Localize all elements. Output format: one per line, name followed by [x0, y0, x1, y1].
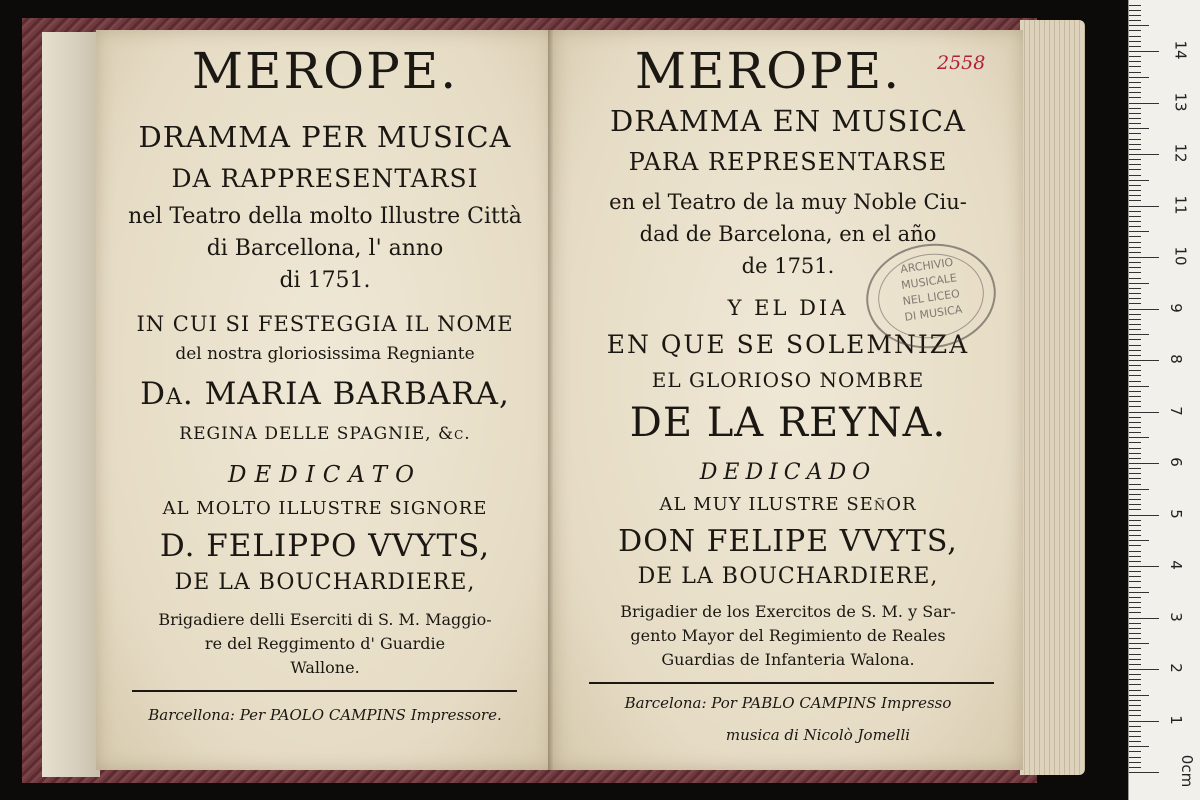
ruler-mm-tick	[1129, 700, 1141, 701]
right-line-11: AL MUY ILUSTRE SEñOR	[659, 494, 917, 515]
ruler-mm-tick	[1129, 654, 1141, 655]
ruler-cm-tick	[1129, 669, 1159, 670]
ruler-mm-tick	[1129, 453, 1141, 454]
ruler-mm-tick	[1129, 427, 1141, 428]
ruler-cm-tick	[1129, 257, 1159, 258]
ruler-mm-tick	[1129, 61, 1141, 62]
stamp-line-3: NEL LICEO	[901, 287, 961, 308]
ruler-cm-tick	[1129, 772, 1159, 773]
ruler-mm-tick	[1129, 741, 1141, 742]
left-line-6: IN CUI SI FESTEGGIA IL NOME	[136, 312, 514, 336]
right-line-14: Brigadier de los Exercitos de S. M. y Sar-	[620, 602, 956, 621]
ruler-label: 14	[1171, 40, 1190, 60]
left-rule	[132, 690, 517, 692]
ruler-mm-tick	[1129, 329, 1141, 330]
right-line-10: DEDICADO	[699, 460, 877, 485]
ruler-mm-tick	[1129, 267, 1141, 268]
left-line-15: re del Reggimento d' Guardie	[204, 634, 446, 653]
ruler-mm-tick	[1129, 195, 1141, 196]
left-line-13: DE LA BOUCHARDIERE,	[174, 570, 476, 595]
ruler-mm-tick	[1129, 690, 1141, 691]
ruler-mm-tick	[1129, 36, 1141, 37]
ruler-mm-tick	[1129, 684, 1141, 685]
ruler-mm-tick	[1129, 592, 1149, 593]
ruler-mm-tick	[1129, 56, 1141, 57]
measurement-ruler	[1128, 0, 1200, 800]
ruler-mm-tick	[1129, 82, 1141, 83]
ruler-mm-tick	[1129, 221, 1141, 222]
ruler-mm-tick	[1129, 128, 1149, 129]
ruler-cm-tick	[1129, 206, 1159, 207]
ruler-mm-tick	[1129, 478, 1141, 479]
stamp-line-2: MUSICALE	[900, 271, 958, 292]
ruler-label: 7	[1166, 405, 1185, 416]
ruler-mm-tick	[1129, 705, 1141, 706]
left-line-11: AL MOLTO ILLUSTRE SIGNORE	[162, 498, 488, 519]
left-line-14: Brigadiere delli Eserciti di S. M. Maggio-	[158, 610, 492, 629]
left-line-2: DA RAPPRESENTARSI	[171, 164, 479, 193]
ruler-mm-tick	[1129, 339, 1141, 340]
ruler-mm-tick	[1129, 643, 1149, 644]
left-line-3: nel Teatro della molto Illustre Città	[128, 204, 522, 229]
ruler-mm-tick	[1129, 648, 1141, 649]
ruler-mm-tick	[1129, 726, 1141, 727]
ruler-mm-tick	[1129, 432, 1141, 433]
right-line-5: de 1751.	[741, 254, 835, 278]
ruler-mm-tick	[1129, 262, 1141, 263]
ruler-cm-tick	[1129, 51, 1159, 52]
ruler-mm-tick	[1129, 236, 1141, 237]
left-line-16: Wallone.	[290, 658, 360, 677]
ruler-label: 0cm	[1178, 754, 1197, 788]
ruler-mm-tick	[1129, 298, 1141, 299]
ruler-cm-tick	[1129, 103, 1159, 104]
ruler-mm-tick	[1129, 468, 1141, 469]
ruler-mm-tick	[1129, 365, 1141, 366]
ruler-mm-tick	[1129, 77, 1149, 78]
ruler-cm-tick	[1129, 721, 1159, 722]
ruler-mm-tick	[1129, 288, 1141, 289]
ruler-mm-tick	[1129, 185, 1141, 186]
shelfmark: 2558	[937, 52, 986, 74]
ruler-mm-tick	[1129, 345, 1141, 346]
ruler-mm-tick	[1129, 504, 1141, 505]
ruler-mm-tick	[1129, 587, 1141, 588]
left-line-4: di Barcellona, l' anno	[206, 236, 444, 261]
ruler-mm-tick	[1129, 216, 1141, 217]
left-imprint: Barcellona: Per PAOLO CAMPINS Impressore.	[148, 706, 502, 724]
right-line-13: DE LA BOUCHARDIERE,	[637, 564, 939, 589]
ruler-cm-tick	[1129, 515, 1159, 516]
left-line-9: REGINA DELLE SPAGNIE, &c.	[179, 424, 471, 444]
ruler-label: 9	[1166, 302, 1185, 313]
ruler-label: 6	[1166, 457, 1185, 467]
left-line-10: DEDICATO	[228, 462, 422, 488]
ruler-mm-tick	[1129, 231, 1149, 232]
ruler-label: 4	[1166, 560, 1185, 570]
ruler-mm-tick	[1129, 242, 1141, 243]
right-title: MEROPE.	[634, 42, 902, 100]
ruler-mm-tick	[1129, 381, 1141, 382]
ruler-mm-tick	[1129, 252, 1141, 253]
ruler-mm-tick	[1129, 736, 1141, 737]
ruler-mm-tick	[1129, 118, 1141, 119]
ruler-cm-tick	[1129, 154, 1159, 155]
ruler-mm-tick	[1129, 283, 1149, 284]
handwritten-note: musica di Nicolò Jomelli	[725, 726, 911, 744]
left-page	[96, 30, 554, 770]
ruler-mm-tick	[1129, 535, 1141, 536]
ruler-mm-tick	[1129, 499, 1141, 500]
ruler-mm-tick	[1129, 623, 1141, 624]
ruler-mm-tick	[1129, 757, 1141, 758]
ruler-mm-tick	[1129, 607, 1141, 608]
ruler-mm-tick	[1129, 226, 1141, 227]
ruler-mm-tick	[1129, 417, 1141, 418]
ruler-mm-tick	[1129, 494, 1141, 495]
ruler-cm-tick	[1129, 360, 1159, 361]
stamp-line-1: ARCHIVIO	[899, 255, 955, 276]
ruler-mm-tick	[1129, 97, 1141, 98]
ruler-mm-tick	[1129, 46, 1141, 47]
right-imprint: Barcelona: Por PABLO CAMPINS Impresso	[624, 694, 952, 712]
ruler-mm-tick	[1129, 159, 1141, 160]
ruler-mm-tick	[1129, 633, 1141, 634]
ruler-mm-tick	[1129, 169, 1141, 170]
ruler-mm-tick	[1129, 422, 1141, 423]
right-line-4: dad de Barcelona, en el año	[639, 222, 937, 246]
ruler-mm-tick	[1129, 375, 1141, 376]
ruler-mm-tick	[1129, 278, 1141, 279]
left-title: MEROPE.	[191, 42, 459, 100]
right-line-6: Y EL DIA	[727, 296, 849, 320]
ruler-cm-tick	[1129, 309, 1159, 310]
ruler-mm-tick	[1129, 540, 1149, 541]
ruler-mm-tick	[1129, 10, 1141, 11]
ruler-mm-tick	[1129, 679, 1141, 680]
ruler-mm-tick	[1129, 164, 1141, 165]
ruler-mm-tick	[1129, 66, 1141, 67]
stamp-line-4: DI MUSICA	[903, 302, 964, 324]
ruler-mm-tick	[1129, 113, 1141, 114]
page-edges	[1020, 20, 1085, 775]
ruler-mm-tick	[1129, 350, 1141, 351]
ruler-mm-tick	[1129, 41, 1141, 42]
ruler-mm-tick	[1129, 561, 1141, 562]
ruler-mm-tick	[1129, 751, 1141, 752]
right-line-16: Guardias de Infanteria Walona.	[661, 650, 915, 669]
right-line-3: en el Teatro de la muy Noble Ciu-	[609, 190, 967, 214]
ruler-mm-tick	[1129, 211, 1141, 212]
ruler-mm-tick	[1129, 386, 1149, 387]
ruler-mm-tick	[1129, 638, 1141, 639]
ruler-mm-tick	[1129, 149, 1141, 150]
ruler-label: 11	[1171, 194, 1190, 215]
ruler-mm-tick	[1129, 581, 1141, 582]
ruler-cm-tick	[1129, 463, 1159, 464]
ruler-mm-tick	[1129, 762, 1141, 763]
left-line-1: DRAMMA PER MUSICA	[138, 120, 512, 154]
ruler-mm-tick	[1129, 437, 1149, 438]
ruler-mm-tick	[1129, 303, 1141, 304]
ruler-mm-tick	[1129, 659, 1141, 660]
left-line-7: del nostra gloriosissima Regniante	[175, 344, 475, 364]
ruler-mm-tick	[1129, 180, 1149, 181]
ruler-mm-tick	[1129, 314, 1141, 315]
right-line-12: DON FELIPE VVYTS,	[618, 524, 958, 559]
right-line-8: EL GLORIOSO NOMBRE	[651, 368, 925, 392]
ruler-mm-tick	[1129, 473, 1141, 474]
ruler-mm-tick	[1129, 484, 1141, 485]
ruler-mm-tick	[1129, 20, 1141, 21]
ruler-mm-tick	[1129, 489, 1149, 490]
ruler-mm-tick	[1129, 602, 1141, 603]
ruler-label: 5	[1166, 508, 1185, 519]
ruler-mm-tick	[1129, 731, 1141, 732]
ruler-cm-tick	[1129, 566, 1159, 567]
ruler-mm-tick	[1129, 190, 1141, 191]
ruler-mm-tick	[1129, 695, 1149, 696]
ruler-mm-tick	[1129, 123, 1141, 124]
ruler-mm-tick	[1129, 545, 1141, 546]
binding-strip	[42, 32, 100, 777]
ruler-mm-tick	[1129, 556, 1141, 557]
ruler-mm-tick	[1129, 628, 1141, 629]
ruler-mm-tick	[1129, 133, 1141, 134]
ruler-mm-tick	[1129, 664, 1141, 665]
ruler-mm-tick	[1129, 442, 1141, 443]
ruler-mm-tick	[1129, 715, 1141, 716]
ruler-label: 3	[1166, 611, 1185, 622]
ruler-mm-tick	[1129, 674, 1141, 675]
right-line-15: gento Mayor del Regimiento de Reales	[630, 626, 946, 645]
ruler-mm-tick	[1129, 324, 1141, 325]
ruler-label: 12	[1171, 143, 1190, 163]
ruler-mm-tick	[1129, 25, 1149, 26]
ruler-label: 10	[1171, 246, 1190, 266]
ruler-mm-tick	[1129, 401, 1141, 402]
ruler-mm-tick	[1129, 108, 1141, 109]
ruler-mm-tick	[1129, 247, 1141, 248]
ruler-mm-tick	[1129, 520, 1141, 521]
left-line-8: Da. MARIA BARBARA,	[140, 376, 510, 412]
ruler-mm-tick	[1129, 5, 1141, 6]
right-line-2: PARA REPRESENTARSE	[628, 148, 948, 176]
left-line-5: di 1751.	[279, 268, 371, 293]
ruler-mm-tick	[1129, 458, 1141, 459]
right-page	[553, 30, 1023, 770]
right-rule	[589, 682, 994, 684]
ruler-mm-tick	[1129, 92, 1141, 93]
ruler-mm-tick	[1129, 15, 1141, 16]
ruler-label: 8	[1166, 354, 1185, 364]
ruler-mm-tick	[1129, 391, 1141, 392]
ruler-mm-tick	[1129, 767, 1141, 768]
ruler-mm-tick	[1129, 319, 1141, 320]
ruler-mm-tick	[1129, 175, 1141, 176]
ruler-label: 2	[1166, 663, 1185, 673]
ruler-mm-tick	[1129, 293, 1141, 294]
ruler-mm-tick	[1129, 139, 1141, 140]
left-line-12: D. FELIPPO VVYTS,	[159, 528, 491, 564]
ruler-mm-tick	[1129, 370, 1141, 371]
ruler-mm-tick	[1129, 551, 1141, 552]
ruler-mm-tick	[1129, 396, 1141, 397]
ruler-mm-tick	[1129, 509, 1141, 510]
ruler-mm-tick	[1129, 144, 1141, 145]
ruler-mm-tick	[1129, 525, 1141, 526]
ruler-mm-tick	[1129, 710, 1141, 711]
ruler-mm-tick	[1129, 406, 1141, 407]
ruler-mm-tick	[1129, 200, 1141, 201]
ruler-mm-tick	[1129, 448, 1141, 449]
ruler-mm-tick	[1129, 612, 1141, 613]
ruler-mm-tick	[1129, 355, 1141, 356]
ruler-mm-tick	[1129, 530, 1141, 531]
ruler-mm-tick	[1129, 334, 1149, 335]
right-line-9: DE LA REYNA.	[629, 400, 947, 446]
ruler-cm-tick	[1129, 618, 1159, 619]
ruler-mm-tick	[1129, 87, 1141, 88]
ruler-mm-tick	[1129, 597, 1141, 598]
right-line-1: DRAMMA EN MUSICA	[610, 104, 966, 138]
ruler-mm-tick	[1129, 272, 1141, 273]
ruler-label: 1	[1166, 714, 1185, 725]
ruler-mm-tick	[1129, 576, 1141, 577]
ruler-mm-tick	[1129, 746, 1149, 747]
right-line-7: EN QUE SE SOLEMNIZA	[606, 330, 970, 359]
ruler-mm-tick	[1129, 72, 1141, 73]
ruler-mm-tick	[1129, 571, 1141, 572]
ruler-label: 13	[1171, 91, 1190, 112]
ruler-cm-tick	[1129, 412, 1159, 413]
ruler-mm-tick	[1129, 30, 1141, 31]
